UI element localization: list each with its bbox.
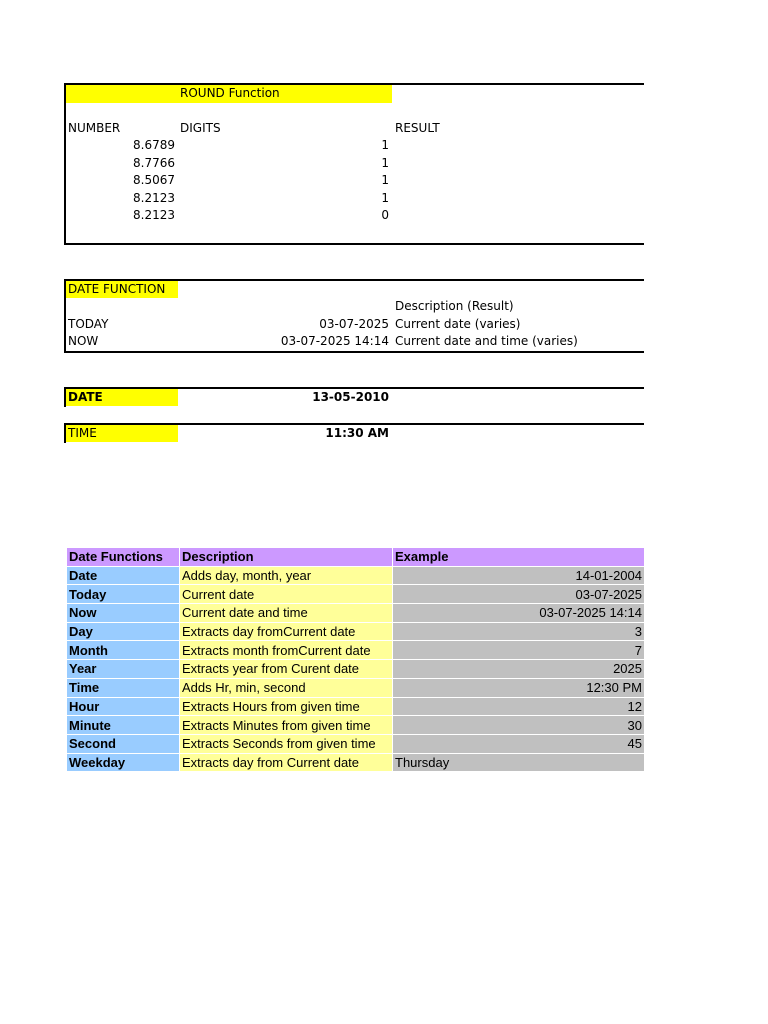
table-row [67, 566, 645, 585]
function-description: Extracts month fromCurrent date [180, 641, 393, 660]
table-row [67, 622, 645, 641]
time-label: TIME [68, 426, 97, 440]
table-row [67, 604, 645, 623]
header-description: Description [180, 548, 393, 567]
round-title: ROUND Function [180, 86, 280, 100]
table-row [67, 585, 645, 604]
table-row [67, 697, 645, 716]
function-example: Thursday [393, 753, 645, 772]
round-digits: 1 [381, 173, 389, 187]
function-description: Extracts Minutes from given time [180, 716, 393, 735]
round-number: 8.7766 [133, 156, 175, 170]
datefn-bottom-border [65, 351, 644, 353]
datefn-row-value: 03-07-2025 14:14 [280, 334, 389, 348]
function-example: 14-01-2004 [393, 566, 645, 585]
function-description: Extracts Hours from given time [180, 697, 393, 716]
datefn-row-value: 03-07-2025 [319, 317, 389, 331]
table-row [67, 753, 645, 772]
datefn-title: DATE FUNCTION [68, 282, 166, 296]
round-header-result: RESULT [395, 121, 440, 135]
date-functions-table [66, 547, 645, 772]
function-example: 7 [393, 641, 645, 660]
function-example: 03-07-2025 14:14 [393, 604, 645, 623]
function-name: Now [67, 604, 180, 623]
round-bottom-border [65, 243, 644, 245]
function-example: 12 [393, 697, 645, 716]
function-name: Today [67, 585, 180, 604]
function-name: Minute [67, 716, 180, 735]
function-description: Current date [180, 585, 393, 604]
round-left-border [64, 83, 66, 245]
function-description: Adds day, month, year [180, 566, 393, 585]
datefn-row-desc: Current date (varies) [395, 317, 521, 331]
function-example: 30 [393, 716, 645, 735]
function-example: 3 [393, 622, 645, 641]
function-description: Extracts day from Current date [180, 753, 393, 772]
round-digits: 1 [381, 156, 389, 170]
datefn-row-name: NOW [68, 334, 99, 348]
function-example: 03-07-2025 [393, 585, 645, 604]
function-description: Extracts Seconds from given time [180, 734, 393, 753]
table-row [67, 734, 645, 753]
round-header-number: NUMBER [68, 121, 121, 135]
round-number: 8.5067 [133, 173, 175, 187]
round-number: 8.6789 [133, 138, 175, 152]
round-digits: 0 [381, 208, 389, 222]
function-name: Hour [67, 697, 180, 716]
round-digits: 1 [381, 138, 389, 152]
table-row [67, 678, 645, 697]
datefn-row-name: TODAY [68, 317, 109, 331]
datefn-desc-header: Description (Result) [395, 299, 514, 313]
table-row [67, 641, 645, 660]
function-name: Time [67, 678, 180, 697]
header-example: Example [393, 548, 645, 567]
table-row [67, 716, 645, 735]
date-label: DATE [68, 390, 103, 404]
function-name: Date [67, 566, 180, 585]
date-value: 13-05-2010 [312, 390, 389, 404]
table-header-row [67, 548, 645, 567]
function-description: Current date and time [180, 604, 393, 623]
function-name: Day [67, 622, 180, 641]
round-number: 8.2123 [133, 208, 175, 222]
function-description: Extracts year from Curent date [180, 660, 393, 679]
function-example: 45 [393, 734, 645, 753]
round-number: 8.2123 [133, 191, 175, 205]
time-value: 11:30 AM [325, 426, 389, 440]
function-name: Month [67, 641, 180, 660]
function-name: Second [67, 734, 180, 753]
function-name: Weekday [67, 753, 180, 772]
function-description: Extracts day fromCurrent date [180, 622, 393, 641]
function-example: 2025 [393, 660, 645, 679]
round-header-digits: DIGITS [180, 121, 221, 135]
function-example: 12:30 PM [393, 678, 645, 697]
function-description: Adds Hr, min, second [180, 678, 393, 697]
table-row [67, 660, 645, 679]
datefn-row-desc: Current date and time (varies) [395, 334, 578, 348]
round-digits: 1 [381, 191, 389, 205]
function-name: Year [67, 660, 180, 679]
header-date-functions: Date Functions [67, 548, 180, 567]
